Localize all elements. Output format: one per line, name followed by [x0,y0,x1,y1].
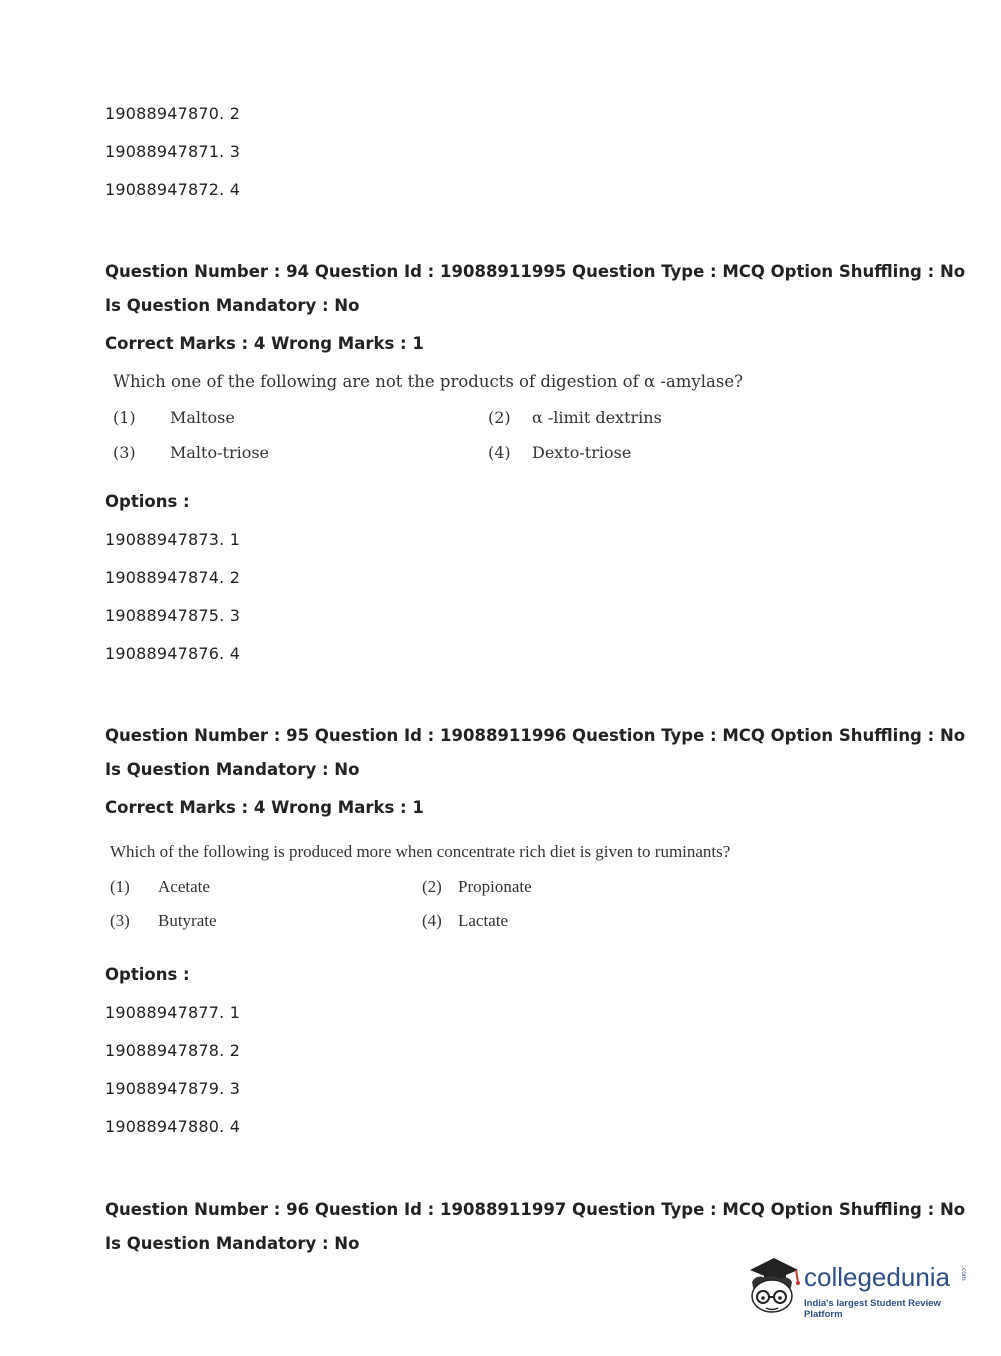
choice-text: Butyrate [158,911,217,930]
choice-number: (2) [488,408,511,427]
choice-text: Propionate [458,877,532,896]
option-line: 19088947871. 3 [105,142,241,161]
question-mandatory: Is Question Mandatory : No [105,296,360,315]
mascot-icon [742,1252,804,1318]
choice-number: (4) [488,443,511,462]
option-line: 19088947877. 1 [105,1003,241,1022]
option-line: 19088947880. 4 [105,1117,241,1136]
question-mandatory: Is Question Mandatory : No [105,1234,360,1253]
option-line: 19088947878. 2 [105,1041,241,1060]
logo-suffix: .com [960,1266,967,1281]
option-line: 19088947875. 3 [105,606,241,625]
choice-number: (1) [113,408,136,427]
choice-number: (2) [422,877,442,896]
question-marks: Correct Marks : 4 Wrong Marks : 1 [105,334,424,353]
collegedunia-logo [742,1252,972,1318]
logo-tagline: India's largest Student Review Platform [804,1298,941,1320]
question-text: Which one of the following are not the products of digestion of α -amylase? [113,372,743,391]
choice-number: (1) [110,877,130,896]
logo-wordmark: collegedunia [804,1262,951,1292]
choice-text: Dexto-triose [532,443,632,462]
option-line: 19088947872. 4 [105,180,241,199]
option-line: 19088947870. 2 [105,104,241,123]
choice-text: Acetate [158,877,210,896]
choice-text: Lactate [458,911,509,930]
question-header: Question Number : 94 Question Id : 19088911995 Question Type : MCQ Option Shuffling : No [105,262,966,281]
choice-number: (4) [422,911,442,930]
choice-number: (3) [113,443,136,462]
option-line: 19088947873. 1 [105,530,241,549]
choice-number: (3) [110,911,130,930]
question-header: Question Number : 95 Question Id : 19088911996 Question Type : MCQ Option Shuffling : No [105,726,966,745]
question-text: Which of the following is produced more when concentrate rich diet is given to ruminants? [110,842,731,861]
option-line: 19088947874. 2 [105,568,241,587]
options-label: Options : [105,965,190,984]
question-marks: Correct Marks : 4 Wrong Marks : 1 [105,798,424,817]
option-line: 19088947879. 3 [105,1079,241,1098]
question-header: Question Number : 96 Question Id : 19088911997 Question Type : MCQ Option Shuffling : No [105,1200,966,1219]
question-mandatory: Is Question Mandatory : No [105,760,360,779]
choice-text: Malto-triose [170,443,270,462]
option-line: 19088947876. 4 [105,644,241,663]
options-label: Options : [105,492,190,511]
choice-text: α -limit dextrins [532,408,662,427]
choice-text: Maltose [170,408,235,427]
